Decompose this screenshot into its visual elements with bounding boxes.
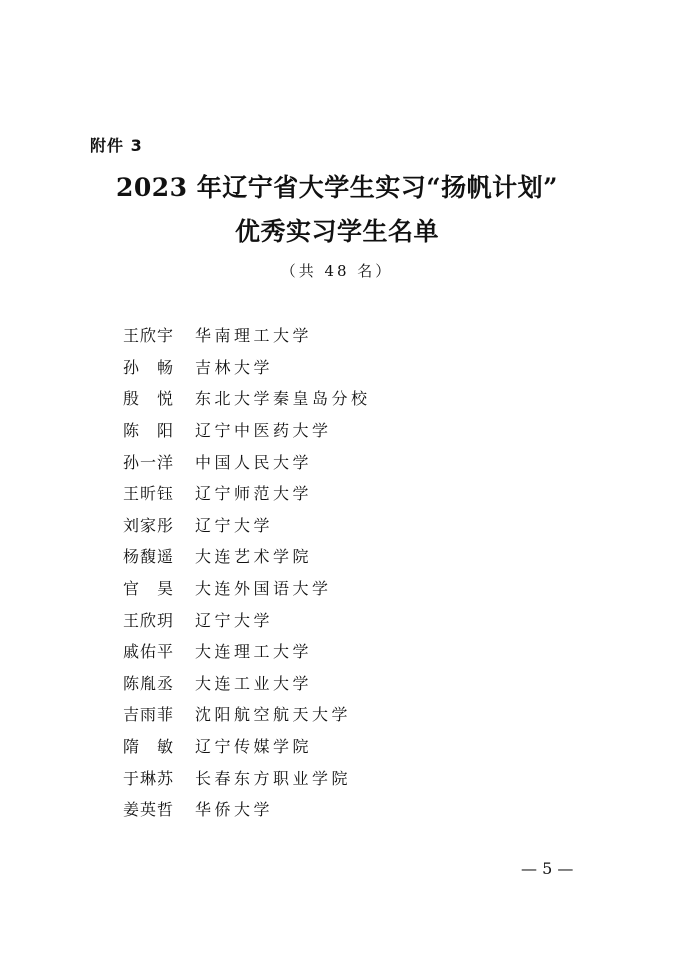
- total-count-note: （共 48 名）: [280, 262, 394, 280]
- name-char: 王: [123, 610, 140, 630]
- student-name: [123, 734, 173, 757]
- name-char: [140, 576, 156, 599]
- name-char: 欣: [139, 326, 156, 346]
- document-title-line-2: 优秀实习学生名单: [234, 217, 439, 246]
- name-char: 吉: [123, 705, 140, 725]
- name-char: 家: [139, 515, 156, 535]
- student-row: [123, 319, 371, 351]
- name-char: 陈: [123, 673, 140, 693]
- name-char: 遥: [156, 547, 173, 567]
- student-school: 中国人民大学: [195, 452, 313, 472]
- student-name: [123, 797, 173, 820]
- name-char: 畅: [156, 357, 173, 377]
- name-char: [140, 355, 156, 378]
- student-name: [123, 671, 173, 694]
- student-name: [123, 323, 173, 346]
- name-char: 悦: [156, 389, 173, 409]
- name-char: 孙: [123, 357, 140, 377]
- name-char: 昕: [139, 484, 156, 504]
- student-row: [123, 698, 371, 730]
- name-char: 平: [156, 642, 173, 662]
- student-school: 大连外国语大学: [195, 579, 332, 599]
- student-school: 大连理工大学: [195, 642, 313, 662]
- student-name: [123, 608, 173, 631]
- name-char: 欣: [139, 610, 156, 630]
- student-school: 辽宁传媒学院: [195, 737, 313, 757]
- name-char: 殷: [123, 389, 140, 409]
- document-title-line-1: 2023 年辽宁省大学生实习“扬帆计划”: [115, 173, 559, 202]
- student-name: [123, 481, 173, 504]
- student-row: [123, 635, 371, 667]
- student-row: [123, 572, 371, 604]
- name-char: 琳: [139, 768, 156, 788]
- name-char: 哲: [156, 800, 173, 820]
- student-row: [123, 540, 371, 572]
- attachment-label: 附件 3: [90, 136, 143, 155]
- student-school: 吉林大学: [195, 357, 274, 377]
- student-row: [123, 730, 371, 762]
- student-name: [123, 418, 173, 441]
- name-char: 宇: [156, 326, 173, 346]
- student-row: [123, 793, 371, 825]
- student-school: 辽宁中医药大学: [195, 421, 332, 441]
- name-char: 苏: [156, 768, 173, 788]
- name-char: 昊: [156, 579, 173, 599]
- student-school: 辽宁大学: [195, 610, 274, 630]
- name-char: [140, 734, 156, 757]
- name-char: 菲: [156, 705, 173, 725]
- student-row: [123, 382, 371, 414]
- name-char: 敏: [156, 737, 173, 757]
- name-char: 丞: [156, 673, 173, 693]
- student-school: 沈阳航空航天大学: [195, 705, 352, 725]
- name-char: 一: [139, 452, 156, 472]
- student-row: [123, 351, 371, 383]
- name-char: 孙: [123, 452, 140, 472]
- student-name: [123, 355, 173, 378]
- name-char: 英: [139, 800, 156, 820]
- student-row: [123, 761, 371, 793]
- student-name: [123, 450, 173, 473]
- student-name: [123, 513, 173, 536]
- student-school: 华侨大学: [195, 800, 274, 820]
- page-number: — 5 —: [521, 859, 574, 878]
- name-char: 胤: [139, 673, 156, 693]
- student-name: [123, 576, 173, 599]
- student-row: [123, 414, 371, 446]
- student-school: 长春东方职业学院: [195, 768, 352, 788]
- name-char: 官: [123, 579, 140, 599]
- name-char: 杨: [123, 547, 140, 567]
- student-school: 辽宁师范大学: [195, 484, 313, 504]
- name-char: 馥: [139, 547, 156, 567]
- name-char: 戚: [123, 642, 140, 662]
- student-row: [123, 445, 371, 477]
- student-row: [123, 477, 371, 509]
- student-school: 大连艺术学院: [195, 547, 313, 567]
- name-char: 王: [123, 326, 140, 346]
- student-school: 东北大学秦皇岛分校: [195, 389, 371, 409]
- name-char: 钰: [156, 484, 173, 504]
- student-school: 辽宁大学: [195, 515, 274, 535]
- name-char: 玥: [156, 610, 173, 630]
- name-char: 隋: [123, 737, 140, 757]
- name-char: 彤: [156, 515, 173, 535]
- student-school: 华南理工大学: [195, 326, 313, 346]
- student-list: [123, 319, 371, 825]
- student-name: [123, 386, 173, 409]
- name-char: 洋: [156, 452, 173, 472]
- name-char: 王: [123, 484, 140, 504]
- name-char: 佑: [139, 642, 156, 662]
- name-char: 姜: [123, 800, 140, 820]
- name-char: [140, 418, 156, 441]
- student-name: [123, 639, 173, 662]
- name-char: 于: [123, 768, 140, 788]
- student-name: [123, 766, 173, 789]
- student-name: [123, 544, 173, 567]
- name-char: [140, 386, 156, 409]
- name-char: 雨: [139, 705, 156, 725]
- name-char: 刘: [123, 515, 140, 535]
- student-row: [123, 603, 371, 635]
- name-char: 陈: [123, 421, 140, 441]
- student-row: [123, 509, 371, 541]
- name-char: 阳: [156, 421, 173, 441]
- student-school: 大连工业大学: [195, 673, 313, 693]
- student-name: [123, 702, 173, 725]
- student-row: [123, 667, 371, 699]
